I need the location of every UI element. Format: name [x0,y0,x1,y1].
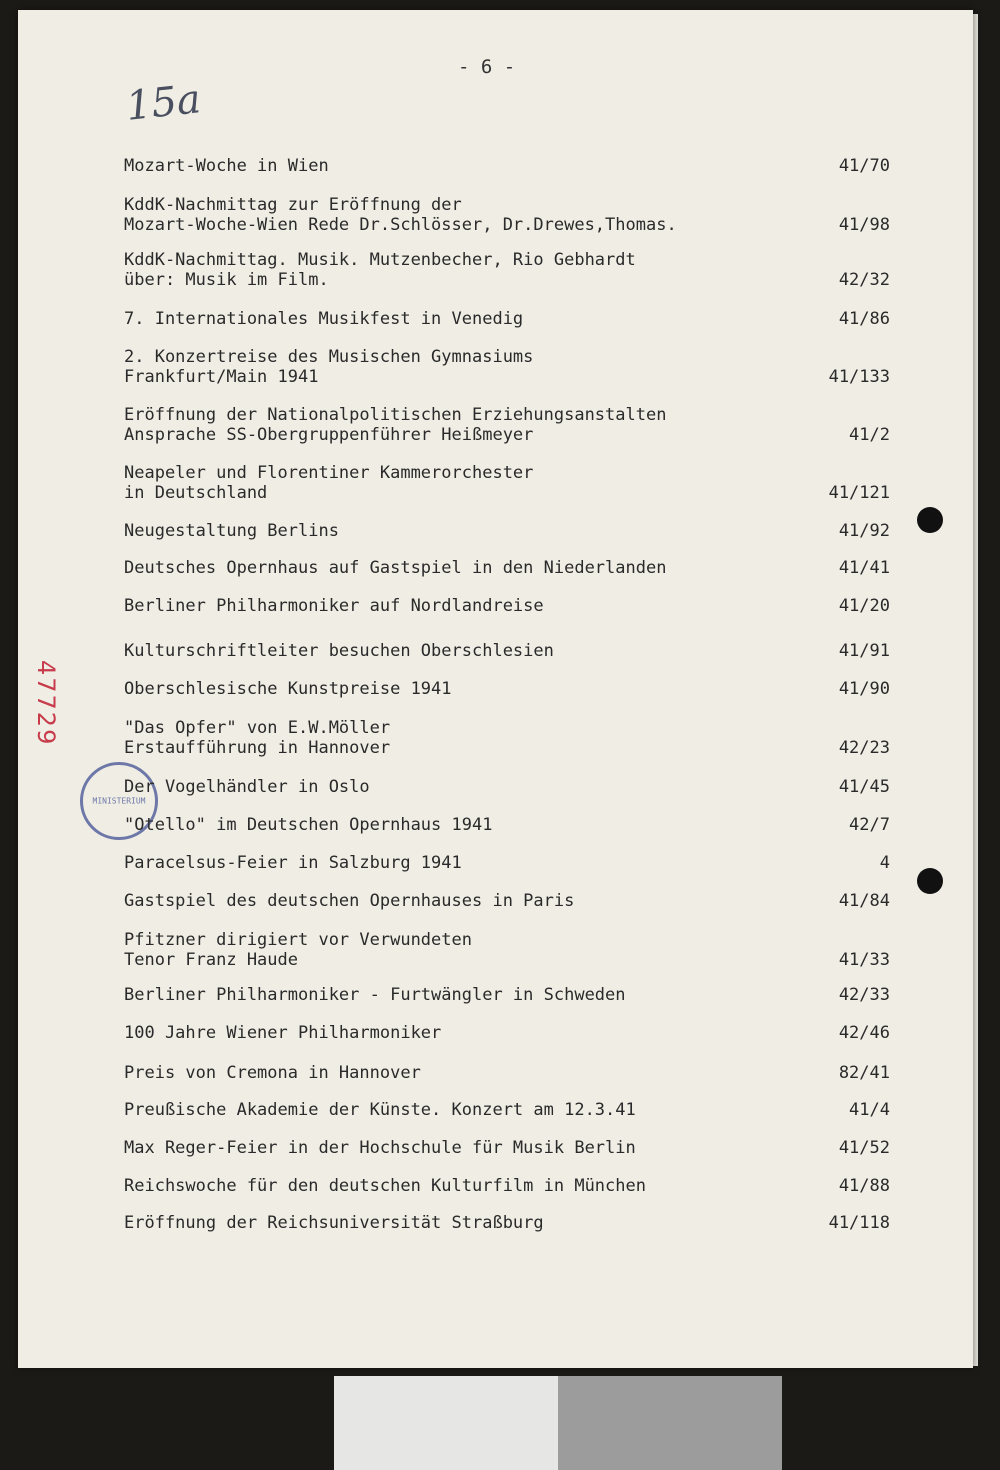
handwritten-page-note: 15a [123,76,203,130]
punch-hole-bottom [917,868,943,894]
entry-title-line: Gastspiel des deutschen Opernhauses in Paris [124,891,575,911]
index-entry [124,1100,904,1120]
entry-reference-number: 41/20 [838,596,890,616]
entry-reference-number: 41/2 [849,425,890,445]
index-entry [124,596,904,616]
index-entry [124,558,904,578]
entry-title-line: Frankfurt/Main 1941 [124,367,319,387]
entry-title-line: in Deutschland [124,483,268,503]
entry-reference-number: 41/33 [838,950,890,970]
index-entry [124,309,904,329]
index-entry [124,777,904,797]
entry-reference-number: 41/121 [828,483,890,503]
entry-title-line: Erstaufführung in Hannover [124,738,391,758]
index-entry [124,930,904,970]
entry-title-line: Ansprache SS-Obergruppenführer Heißmeyer [124,425,534,445]
entry-reference-number: 41/45 [838,777,890,797]
index-entry [124,405,904,445]
entry-reference-number: 42/32 [838,270,890,290]
entry-title-line: Preußische Akademie der Künste. Konzert am 12.3.41 [124,1100,636,1120]
index-entry [124,1176,904,1196]
entry-reference-number: 41/88 [838,1176,890,1196]
entry-reference-number: 41/41 [838,558,890,578]
index-entry [124,463,904,503]
entry-title-line: Preis von Cremona in Hannover [124,1063,421,1083]
index-entry [124,853,904,873]
entry-title-line: KddK-Nachmittag zur Eröffnung der [124,195,462,215]
index-entry [124,347,904,387]
entry-reference-number: 41/4 [849,1100,890,1120]
entry-title-line: "Otello" im Deutschen Opernhaus 1941 [124,815,493,835]
entry-title-line: über: Musik im Film. [124,270,329,290]
entry-title-line: 2. Konzertreise des Musischen Gymnasiums [124,347,534,367]
entry-reference-number: 41/91 [838,641,890,661]
index-entry [124,156,904,176]
page-number: - 6 - [458,56,516,78]
entry-reference-number: 41/98 [838,215,890,235]
entry-title-line: Eröffnung der Nationalpolitischen Erziehungsanstalten [124,405,667,425]
entry-title-line: Oberschlesische Kunstpreise 1941 [124,679,452,699]
entry-title-line: Deutsches Opernhaus auf Gastspiel in den Niederlanden [124,558,667,578]
index-entry [124,250,904,290]
index-entry [124,195,904,235]
entry-title-line: 7. Internationales Musikfest in Venedig [124,309,524,329]
color-calibration-card [334,1376,782,1470]
index-entry [124,641,904,661]
index-entry [124,679,904,699]
index-entry [124,1138,904,1158]
entry-title-line: Reichswoche für den deutschen Kulturfilm in München [124,1176,646,1196]
index-entry [124,718,904,758]
entry-reference-number: 41/90 [838,679,890,699]
entry-title-line: Pfitzner dirigiert vor Verwundeten [124,930,472,950]
calibration-white-patch [334,1376,558,1470]
index-entry [124,815,904,835]
entry-reference-number: 42/33 [838,985,890,1005]
serial-number-stamp: 47729 [32,660,60,747]
index-entry [124,1213,904,1233]
index-entry [124,521,904,541]
entry-reference-number: 41/70 [838,156,890,176]
entry-reference-number: 41/118 [828,1213,890,1233]
entry-reference-number: 42/46 [838,1023,890,1043]
entry-title-line: Eröffnung der Reichsuniversität Straßburg [124,1213,544,1233]
entry-title-line: Max Reger-Feier in der Hochschule für Musik Berlin [124,1138,636,1158]
entry-title-line: Der Vogelhändler in Oslo [124,777,370,797]
entry-reference-number: 82/41 [838,1063,890,1083]
index-entry [124,1063,904,1083]
index-entry [124,1023,904,1043]
entry-title-line: KddK-Nachmittag. Musik. Mutzenbecher, Rio Gebhardt [124,250,636,270]
entry-reference-number: 4 [879,853,890,873]
entry-reference-number: 41/92 [838,521,890,541]
entry-title-line: Mozart-Woche-Wien Rede Dr.Schlösser, Dr.Drewes,Thomas. [124,215,677,235]
entry-reference-number: 41/84 [838,891,890,911]
entry-reference-number: 41/86 [838,309,890,329]
entry-title-line: Neapeler und Florentiner Kammerorchester [124,463,534,483]
stamp-text: MINISTERIUM [92,796,146,806]
entry-title-line: Neugestaltung Berlins [124,521,339,541]
entry-title-line: 100 Jahre Wiener Philharmoniker [124,1023,442,1043]
entry-title-line: Kulturschriftleiter besuchen Oberschlesien [124,641,554,661]
index-entry [124,891,904,911]
entry-title-line: Tenor Franz Haude [124,950,298,970]
entry-title-line: Berliner Philharmoniker auf Nordlandreise [124,596,544,616]
entry-reference-number: 41/133 [828,367,890,387]
entry-title-line: "Das Opfer" von E.W.Möller [124,718,391,738]
calibration-grey-patch [558,1376,782,1470]
entry-reference-number: 42/23 [838,738,890,758]
index-entry [124,985,904,1005]
punch-hole-top [917,507,943,533]
entry-title-line: Berliner Philharmoniker - Furtwängler in Schweden [124,985,626,1005]
entry-title-line: Mozart-Woche in Wien [124,156,329,176]
entry-title-line: Paracelsus-Feier in Salzburg 1941 [124,853,462,873]
entry-reference-number: 41/52 [838,1138,890,1158]
entry-reference-number: 42/7 [849,815,890,835]
